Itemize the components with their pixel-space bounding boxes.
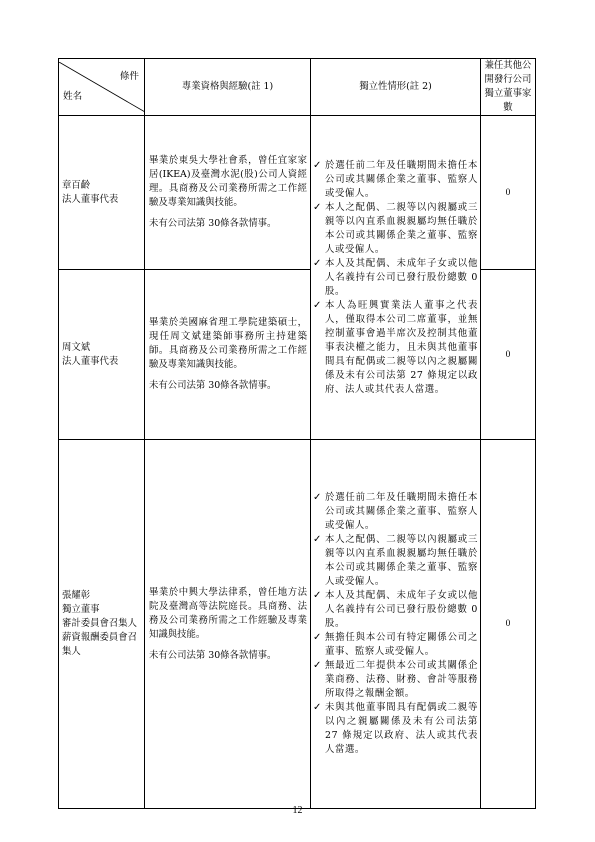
independence-cell xyxy=(311,116,481,440)
director-role: 獨立董事 xyxy=(62,604,100,615)
checkmark-icon: ✓ xyxy=(313,257,322,269)
diagonal-header-cell xyxy=(59,59,145,116)
checklist-text: 本人為旺興實業法人董事之代表人，僅取得本公司二席董事，並無控制董事會過半席次及控制其他董事表決權之能力，且未與其他董事間具有配偶或二親等以內之親屬關係及未有公司法第 27 條規定以政府、法人或其代表人當選。 xyxy=(325,299,478,395)
director-name-cell xyxy=(59,440,145,809)
no-violation-text: 未有公司法第 30條各款情事。 xyxy=(149,649,277,661)
experience-cell xyxy=(145,116,311,270)
header-expertise: 專業資格與經驗(註 1) xyxy=(145,59,311,116)
director-role: 薪資報酬委員會召集人 xyxy=(62,632,138,657)
header-conditions: 條件 xyxy=(119,71,139,82)
checkmark-icon: ✓ xyxy=(313,590,322,601)
checklist-text: 無最近二年提供本公司或其關係企業商務、法務、財務、會計等服務所取得之報酬金額。 xyxy=(325,660,478,699)
checklist-text: 無擔任與本公司有特定關係公司之董事、監察人或受僱人。 xyxy=(325,632,478,657)
director-name: 周文斌 xyxy=(62,341,91,353)
checklist-text: 於選任前二年及任職期間未擔任本公司或其關係企業之董事、監察人或受僱人。 xyxy=(325,159,478,199)
checklist-item xyxy=(313,701,478,757)
checkmark-icon: ✓ xyxy=(313,632,322,643)
independence-cell xyxy=(311,440,481,809)
checkmark-icon: ✓ xyxy=(313,660,322,671)
checklist-text: 於選任前二年及任職期間未擔任本公司或其關係企業之董事、監察人或受僱人。 xyxy=(325,492,478,531)
experience-cell xyxy=(145,440,311,809)
checklist-item xyxy=(313,589,478,631)
director-name-cell xyxy=(59,270,145,440)
checklist-text: 本人之配偶、二親等以內親屬或三親等以內直系血親親屬均無任職於本公司或其關係企業之董事、監察人或受僱人。 xyxy=(325,201,478,255)
checklist-item xyxy=(313,299,478,397)
no-violation-text: 未有公司法第 30條各款情事。 xyxy=(149,380,277,391)
experience-text: 畢業於美國麻省理工學院建築碩士，現任周文斌建築師事務所主持建築師。具商務及公司業務所需之工作經驗及專業知識與技能。 xyxy=(149,317,307,370)
other-boards-count: 0 xyxy=(481,440,536,809)
checklist-item xyxy=(313,159,478,201)
director-name: 章百齡 xyxy=(62,179,91,191)
checklist-text: 本人及其配偶、未成年子女或以他人名義持有公司已發行股份總數 0股。 xyxy=(325,590,478,629)
page-number: 12 xyxy=(292,805,303,816)
checkmark-icon: ✓ xyxy=(313,201,322,213)
checklist-item xyxy=(313,631,478,659)
director-role: 審計委員會召集人 xyxy=(62,618,138,629)
other-boards-count: 0 xyxy=(481,270,536,440)
checklist-text: 本人之配偶、二親等以內親屬或三親等以內直系血親親屬均無任職於本公司或其關係企業之董事、監察人或受僱人。 xyxy=(325,534,478,587)
other-boards-count: 0 xyxy=(481,116,536,270)
checklist-text: 本人及其配偶、未成年子女或以他人名義持有公司已發行股份總數 0股。 xyxy=(325,257,478,297)
table-row xyxy=(59,116,536,270)
independence-checklist xyxy=(313,491,478,757)
checklist-item xyxy=(313,491,478,533)
checklist-item xyxy=(313,659,478,701)
checkmark-icon: ✓ xyxy=(313,299,322,311)
checkmark-icon: ✓ xyxy=(313,492,322,503)
checkmark-icon: ✓ xyxy=(313,534,322,545)
director-role: 法人董事代表 xyxy=(62,355,119,367)
checklist-text: 未與其他董事間具有配偶或二親等以內之親屬關係及未有公司法第 27 條規定以政府、法人或其代表人當選。 xyxy=(325,702,478,755)
director-name-cell xyxy=(59,116,145,270)
experience-text: 畢業於東吳大學社會系，曾任宜家家居(IKEA)及臺灣水泥(股)公司人資經理。具商務及公司業務所需之工作經驗及專業知識與技能。 xyxy=(149,155,307,208)
header-other-boards: 兼任其他公開發行公司獨立董事家數 xyxy=(481,59,536,116)
director-role: 法人董事代表 xyxy=(62,193,119,205)
director-qualification-table xyxy=(58,58,536,809)
checklist-item xyxy=(313,201,478,257)
header-name: 姓名 xyxy=(63,91,83,102)
checkmark-icon: ✓ xyxy=(313,702,322,713)
no-violation-text: 未有公司法第 30條各款情事。 xyxy=(149,218,277,229)
director-name: 張耀彰 xyxy=(62,590,91,601)
table-row xyxy=(59,440,536,809)
header-independence: 獨立性情形(註 2) xyxy=(311,59,481,116)
experience-cell xyxy=(145,270,311,440)
experience-text: 畢業於中興大學法律系，曾任地方法院及臺灣高等法院庭長。具商務、法務及公司業務所需之工作經驗及專業知識與技能。 xyxy=(149,586,307,640)
checkmark-icon: ✓ xyxy=(313,159,322,171)
table-header-row xyxy=(59,59,536,116)
checklist-item xyxy=(313,533,478,589)
independence-checklist xyxy=(313,159,478,397)
checklist-item xyxy=(313,257,478,299)
